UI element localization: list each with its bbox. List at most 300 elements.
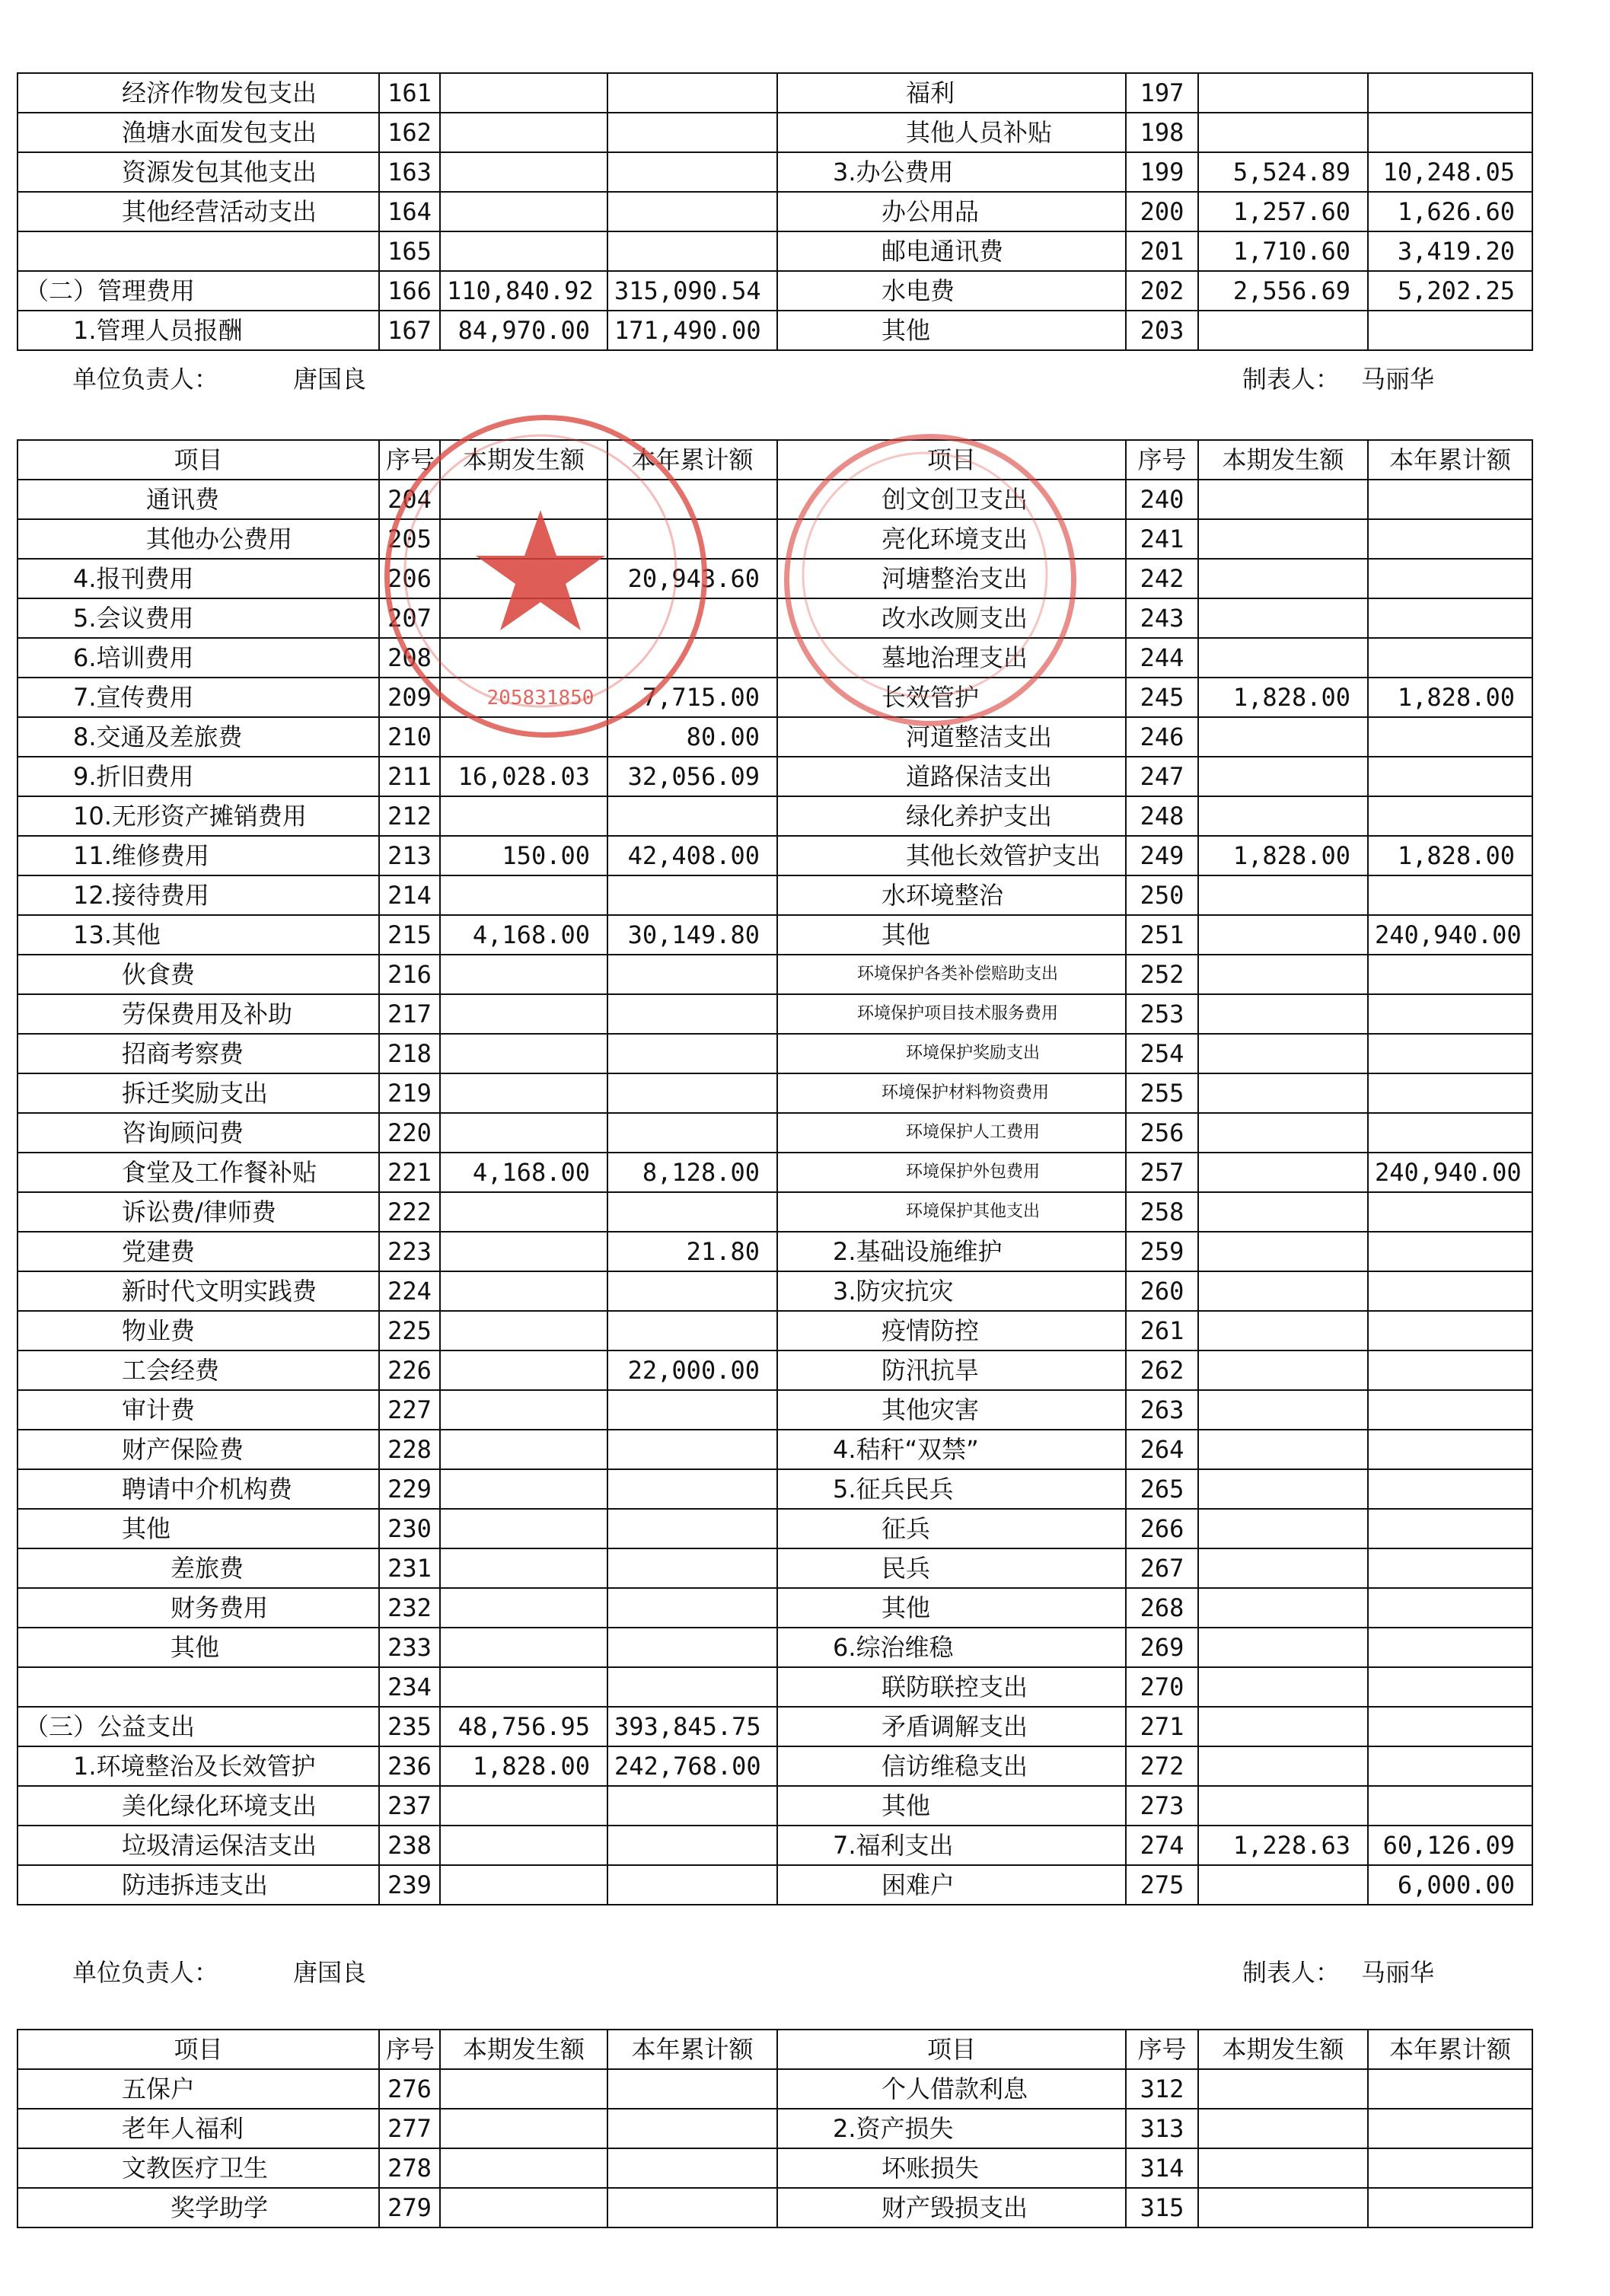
seq-number-right: 201 [1126,231,1198,271]
signature-line-1 [0,354,1610,392]
seq-number-left: 277 [379,2109,440,2148]
item-name-left [18,231,379,271]
ytd-amount-left [607,796,777,836]
item-name-right: 亮化环境支出 [777,519,1126,559]
ytd-amount-right [1368,1628,1532,1667]
item-header: 项目 [18,2030,379,2069]
seq-number-right: 313 [1126,2109,1198,2148]
signature-line-2 [0,1947,1610,1985]
current-amount-left [440,113,607,152]
table-row [18,1865,1532,1905]
item-name-left: 4.报刊费用 [18,559,379,598]
current-amount-left [440,1469,607,1509]
item-name-left: 五保户 [18,2069,379,2109]
item-name-left: 美化绿化环境支出 [18,1786,379,1826]
table-row [18,1746,1532,1786]
item-name-right: 环境保护其他支出 [777,1192,1126,1232]
seq-number-left: 205 [379,519,440,559]
item-name-right: 其他 [777,1588,1126,1628]
ytd-amount-header: 本年累计额 [607,2030,777,2069]
current-amount-left: 150.00 [440,836,607,875]
ytd-amount-left [607,73,777,113]
table-row [18,271,1532,311]
ytd-amount-header: 本年累计额 [1368,440,1532,480]
item-name-left: 10.无形资产摊销费用 [18,796,379,836]
current-amount-right [1198,796,1368,836]
item-name-right: 创文创卫支出 [777,480,1126,519]
item-name-left: 物业费 [18,1311,379,1350]
ytd-amount-left [607,1073,777,1113]
ytd-amount-right [1368,1430,1532,1469]
seq-number-right: 258 [1126,1192,1198,1232]
unit-head-label: 单位负责人： [72,365,219,394]
seq-number-left: 221 [379,1153,440,1192]
ytd-amount-right [1368,1034,1532,1073]
table-row [18,598,1532,638]
seq-number-left: 237 [379,1786,440,1826]
table-row [18,1311,1532,1350]
table-row [18,1390,1532,1430]
seq-number-right: 259 [1126,1232,1198,1271]
seq-number-right: 254 [1126,1034,1198,1073]
item-name-left: 8.交通及差旅费 [18,717,379,757]
ytd-amount-right [1368,2069,1532,2109]
ytd-amount-right [1368,1311,1532,1350]
seq-number-right: 248 [1126,796,1198,836]
ytd-amount-left [607,1390,777,1430]
item-name-left: 5.会议费用 [18,598,379,638]
seq-number-left: 161 [379,73,440,113]
current-amount-right [1198,1628,1368,1667]
item-name-left: 9.折旧费用 [18,757,379,796]
seq-number-left: 210 [379,717,440,757]
seq-number-left: 206 [379,559,440,598]
current-amount-left: 1,828.00 [440,1746,607,1786]
seq-number-right: 266 [1126,1509,1198,1548]
ytd-amount-left: 32,056.09 [607,757,777,796]
current-amount-right [1198,757,1368,796]
item-name-left: 财务费用 [18,1588,379,1628]
item-name-right: 疫情防控 [777,1311,1126,1350]
table-row [18,73,1532,113]
item-name-left: 通讯费 [18,480,379,519]
ytd-amount-left: 315,090.54 [607,271,777,311]
item-name-right: 财产毁损支出 [777,2188,1126,2227]
seq-number-left: 219 [379,1073,440,1113]
seq-number-right: 202 [1126,271,1198,311]
table-row [18,1826,1532,1865]
item-name-right: 办公用品 [777,192,1126,231]
ytd-amount-right [1368,311,1532,350]
current-amount-right [1198,1034,1368,1073]
current-amount-right [1198,638,1368,678]
ytd-amount-right [1368,2109,1532,2148]
seq-number-left: 279 [379,2188,440,2227]
table-row [18,1469,1532,1509]
seq-number-left: 212 [379,796,440,836]
item-name-left: 其他 [18,1628,379,1667]
item-name-right: 河道整洁支出 [777,717,1126,757]
current-amount-right [1198,480,1368,519]
current-amount-left [440,678,607,717]
seq-number-left: 229 [379,1469,440,1509]
ytd-amount-left: 242,768.00 [607,1746,777,1786]
item-name-right: 环境保护奖励支出 [777,1034,1126,1073]
current-amount-right [1198,1192,1368,1232]
item-name-right: 墓地治理支出 [777,638,1126,678]
table-row [18,1786,1532,1826]
current-amount-left [440,2188,607,2227]
ytd-amount-left [607,1469,777,1509]
current-amount-right [1198,1746,1368,1786]
seq-number-left: 235 [379,1707,440,1746]
table-row [18,1667,1532,1707]
ytd-amount-left [607,1113,777,1153]
item-name-left: 工会经费 [18,1350,379,1390]
seq-number-right: 197 [1126,73,1198,113]
current-amount-right [1198,717,1368,757]
table-row [18,2148,1532,2188]
item-name-right: 其他 [777,311,1126,350]
seq-number-right: 273 [1126,1786,1198,1826]
current-amount-right [1198,875,1368,915]
seq-number-left: 233 [379,1628,440,1667]
table-row [18,757,1532,796]
ytd-amount-right: 60,126.09 [1368,1826,1532,1865]
table-row [18,113,1532,152]
seq-number-right: 200 [1126,192,1198,231]
expense-table-part-3 [17,2029,1533,2228]
current-amount-left: 4,168.00 [440,1153,607,1192]
current-amount-right: 2,556.69 [1198,271,1368,311]
seq-header: 序号 [379,2030,440,2069]
current-amount-left [440,1667,607,1707]
ytd-amount-right [1368,717,1532,757]
current-amount-right [1198,1311,1368,1350]
current-amount-right [1198,2109,1368,2148]
current-amount-right: 5,524.89 [1198,152,1368,192]
table-row [18,955,1532,994]
item-name-right: 4.秸秆“双禁” [777,1430,1126,1469]
current-amount-right [1198,1509,1368,1548]
current-amount-right [1198,994,1368,1034]
ytd-amount-left: 171,490.00 [607,311,777,350]
item-name-right: 环境保护材料物资费用 [777,1073,1126,1113]
ytd-amount-right: 6,000.00 [1368,1865,1532,1905]
item-name-right: 环境保护人工费用 [777,1113,1126,1153]
item-name-left: 11.维修费用 [18,836,379,875]
table-row [18,1153,1532,1192]
ytd-amount-left [607,2188,777,2227]
seq-number-left: 215 [379,915,440,955]
item-name-right: 防汛抗旱 [777,1350,1126,1390]
item-name-left: 其他经营活动支出 [18,192,379,231]
seq-header: 序号 [1126,2030,1198,2069]
ytd-amount-right [1368,1548,1532,1588]
ytd-amount-right [1368,955,1532,994]
ytd-amount-left: 21.80 [607,1232,777,1271]
ytd-amount-right [1368,1667,1532,1707]
seq-number-right: 264 [1126,1430,1198,1469]
current-amount-left [440,1588,607,1628]
current-amount-left [440,1350,607,1390]
ytd-amount-right: 240,940.00 [1368,915,1532,955]
seq-number-right: 247 [1126,757,1198,796]
ytd-amount-left [607,1192,777,1232]
current-amount-left [440,519,607,559]
unit-head-name: 唐国良 [293,365,367,394]
current-amount-left [440,717,607,757]
ytd-amount-left [607,638,777,678]
seq-number-left: 230 [379,1509,440,1548]
current-amount-left [440,2109,607,2148]
item-name-right: 坏账损失 [777,2148,1126,2188]
seq-number-right: 275 [1126,1865,1198,1905]
table-row [18,717,1532,757]
current-amount-left [440,1113,607,1153]
item-name-left: 12.接待费用 [18,875,379,915]
current-amount-left [440,1232,607,1271]
ytd-amount-right [1368,1073,1532,1113]
seq-number-left: 227 [379,1390,440,1430]
item-name-left: 咨询顾问费 [18,1113,379,1153]
seq-number-left: 224 [379,1271,440,1311]
unit-head-label: 单位负责人： [72,1958,219,1987]
item-name-right: 信访维稳支出 [777,1746,1126,1786]
ytd-amount-left [607,1034,777,1073]
expense-table-part-2 [17,439,1533,1905]
ytd-amount-right [1368,638,1532,678]
ytd-amount-right [1368,519,1532,559]
ytd-amount-right [1368,1390,1532,1430]
table-row [18,152,1532,192]
ytd-amount-left [607,1667,777,1707]
ytd-amount-right [1368,1509,1532,1548]
item-name-right: 改水改厕支出 [777,598,1126,638]
table-row [18,231,1532,271]
item-name-right: 水电费 [777,271,1126,311]
item-name-right: 3.办公费用 [777,152,1126,192]
seq-number-left: 208 [379,638,440,678]
item-name-right: 民兵 [777,1548,1126,1588]
ytd-amount-left: 30,149.80 [607,915,777,955]
seq-number-left: 234 [379,1667,440,1707]
table-row [18,1588,1532,1628]
seq-number-right: 314 [1126,2148,1198,2188]
ytd-amount-left [607,152,777,192]
item-name-right: 矛盾调解支出 [777,1707,1126,1746]
ytd-amount-left [607,955,777,994]
ytd-amount-left [607,1311,777,1350]
current-amount-header: 本期发生额 [1198,440,1368,480]
current-amount-left [440,1826,607,1865]
seq-number-left: 204 [379,480,440,519]
item-name-right: 联防联控支出 [777,1667,1126,1707]
table-row [18,1073,1532,1113]
table-row [18,1628,1532,1667]
seq-number-right: 246 [1126,717,1198,757]
current-amount-left [440,192,607,231]
seq-number-left: 238 [379,1826,440,1865]
item-header: 项目 [777,440,1126,480]
ytd-amount-right: 1,626.60 [1368,192,1532,231]
item-name-right: 困难户 [777,1865,1126,1905]
table-row [18,480,1532,519]
current-amount-left [440,1628,607,1667]
item-name-left [18,1667,379,1707]
current-amount-right [1198,1232,1368,1271]
ytd-amount-left: 393,845.75 [607,1707,777,1746]
item-name-left: 招商考察费 [18,1034,379,1073]
current-amount-left [440,1390,607,1430]
current-amount-right [1198,955,1368,994]
seq-number-right: 262 [1126,1350,1198,1390]
ytd-amount-right [1368,73,1532,113]
item-name-right: 2.资产损失 [777,2109,1126,2148]
item-name-right: 道路保洁支出 [777,757,1126,796]
unit-head-name: 唐国良 [293,1958,367,1987]
seq-number-right: 245 [1126,678,1198,717]
current-amount-left [440,152,607,192]
ytd-amount-right [1368,598,1532,638]
current-amount-left [440,1430,607,1469]
current-amount-left [440,955,607,994]
table-row [18,994,1532,1034]
seq-number-left: 276 [379,2069,440,2109]
current-amount-left [440,559,607,598]
current-amount-right [1198,519,1368,559]
seq-number-right: 250 [1126,875,1198,915]
item-name-left: 13.其他 [18,915,379,955]
table-row [18,2069,1532,2109]
ytd-amount-right [1368,1350,1532,1390]
current-amount-right [1198,1113,1368,1153]
seq-number-left: 232 [379,1588,440,1628]
item-name-left: 其他 [18,1509,379,1548]
ytd-amount-right [1368,1588,1532,1628]
item-name-right: 2.基础设施维护 [777,1232,1126,1271]
item-name-left: 劳保费用及补助 [18,994,379,1034]
item-name-right: 其他灾害 [777,1390,1126,1430]
seq-number-left: 162 [379,113,440,152]
seq-number-left: 231 [379,1548,440,1588]
ytd-amount-left [607,1271,777,1311]
current-amount-header: 本期发生额 [1198,2030,1368,2069]
item-name-left: 党建费 [18,1232,379,1271]
ytd-amount-right [1368,796,1532,836]
seq-number-right: 255 [1126,1073,1198,1113]
current-amount-right [1198,2148,1368,2188]
ytd-amount-left [607,113,777,152]
item-name-right: 环境保护各类补偿赔助支出 [777,955,1126,994]
current-amount-right [1198,73,1368,113]
ytd-amount-left: 7,715.00 [607,678,777,717]
seq-number-right: 251 [1126,915,1198,955]
item-name-right: 其他长效管护支出 [777,836,1126,875]
seq-header: 序号 [1126,440,1198,480]
table-row [18,1113,1532,1153]
ytd-amount-right [1368,113,1532,152]
ytd-amount-left: 20,943.60 [607,559,777,598]
seq-number-right: 267 [1126,1548,1198,1588]
table-row [18,559,1532,598]
current-amount-left [440,1865,607,1905]
current-amount-left [440,1509,607,1548]
item-name-right: 福利 [777,73,1126,113]
seq-number-right: 270 [1126,1667,1198,1707]
seq-number-right: 240 [1126,480,1198,519]
ytd-amount-right [1368,1746,1532,1786]
current-amount-right [1198,598,1368,638]
current-amount-left [440,1786,607,1826]
current-amount-left [440,1271,607,1311]
seq-number-left: 166 [379,271,440,311]
current-amount-right [1198,559,1368,598]
item-name-right: 7.福利支出 [777,1826,1126,1865]
item-header: 项目 [18,440,379,480]
preparer-label: 制表人： [1242,1958,1341,1987]
seq-number-right: 199 [1126,152,1198,192]
seq-number-left: 213 [379,836,440,875]
table-row [18,1707,1532,1746]
item-name-left: 7.宣传费用 [18,678,379,717]
ytd-amount-left [607,2148,777,2188]
current-amount-right: 1,228.63 [1198,1826,1368,1865]
ytd-amount-left [607,192,777,231]
ytd-amount-left [607,1786,777,1826]
table-row [18,1034,1532,1073]
seq-number-right: 252 [1126,955,1198,994]
ytd-amount-header: 本年累计额 [607,440,777,480]
seq-number-left: 278 [379,2148,440,2188]
item-name-left: 经济作物发包支出 [18,73,379,113]
table-row [18,192,1532,231]
current-amount-right [1198,113,1368,152]
seq-number-right: 274 [1126,1826,1198,1865]
current-amount-right [1198,1390,1368,1430]
current-amount-left: 16,028.03 [440,757,607,796]
ytd-amount-left: 42,408.00 [607,836,777,875]
current-amount-right [1198,1548,1368,1588]
item-name-left: （三）公益支出 [18,1707,379,1746]
current-amount-left [440,1192,607,1232]
item-name-left: 新时代文明实践费 [18,1271,379,1311]
seq-number-right: 263 [1126,1390,1198,1430]
seq-header: 序号 [379,440,440,480]
seq-number-right: 271 [1126,1707,1198,1746]
item-name-left: 伙食费 [18,955,379,994]
current-amount-left: 4,168.00 [440,915,607,955]
ytd-amount-right [1368,875,1532,915]
table-row [18,915,1532,955]
ytd-amount-right: 1,828.00 [1368,678,1532,717]
current-amount-header: 本期发生额 [440,2030,607,2069]
table-row [18,796,1532,836]
seq-number-right: 243 [1126,598,1198,638]
ytd-amount-right [1368,994,1532,1034]
current-amount-left [440,875,607,915]
seq-number-left: 222 [379,1192,440,1232]
seq-number-right: 198 [1126,113,1198,152]
current-amount-left [440,2069,607,2109]
item-name-right: 邮电通讯费 [777,231,1126,271]
table-row [18,1192,1532,1232]
current-amount-right: 1,828.00 [1198,678,1368,717]
current-amount-left [440,73,607,113]
item-name-right: 3.防灾抗灾 [777,1271,1126,1311]
table-row [18,2188,1532,2227]
current-amount-right [1198,1786,1368,1826]
